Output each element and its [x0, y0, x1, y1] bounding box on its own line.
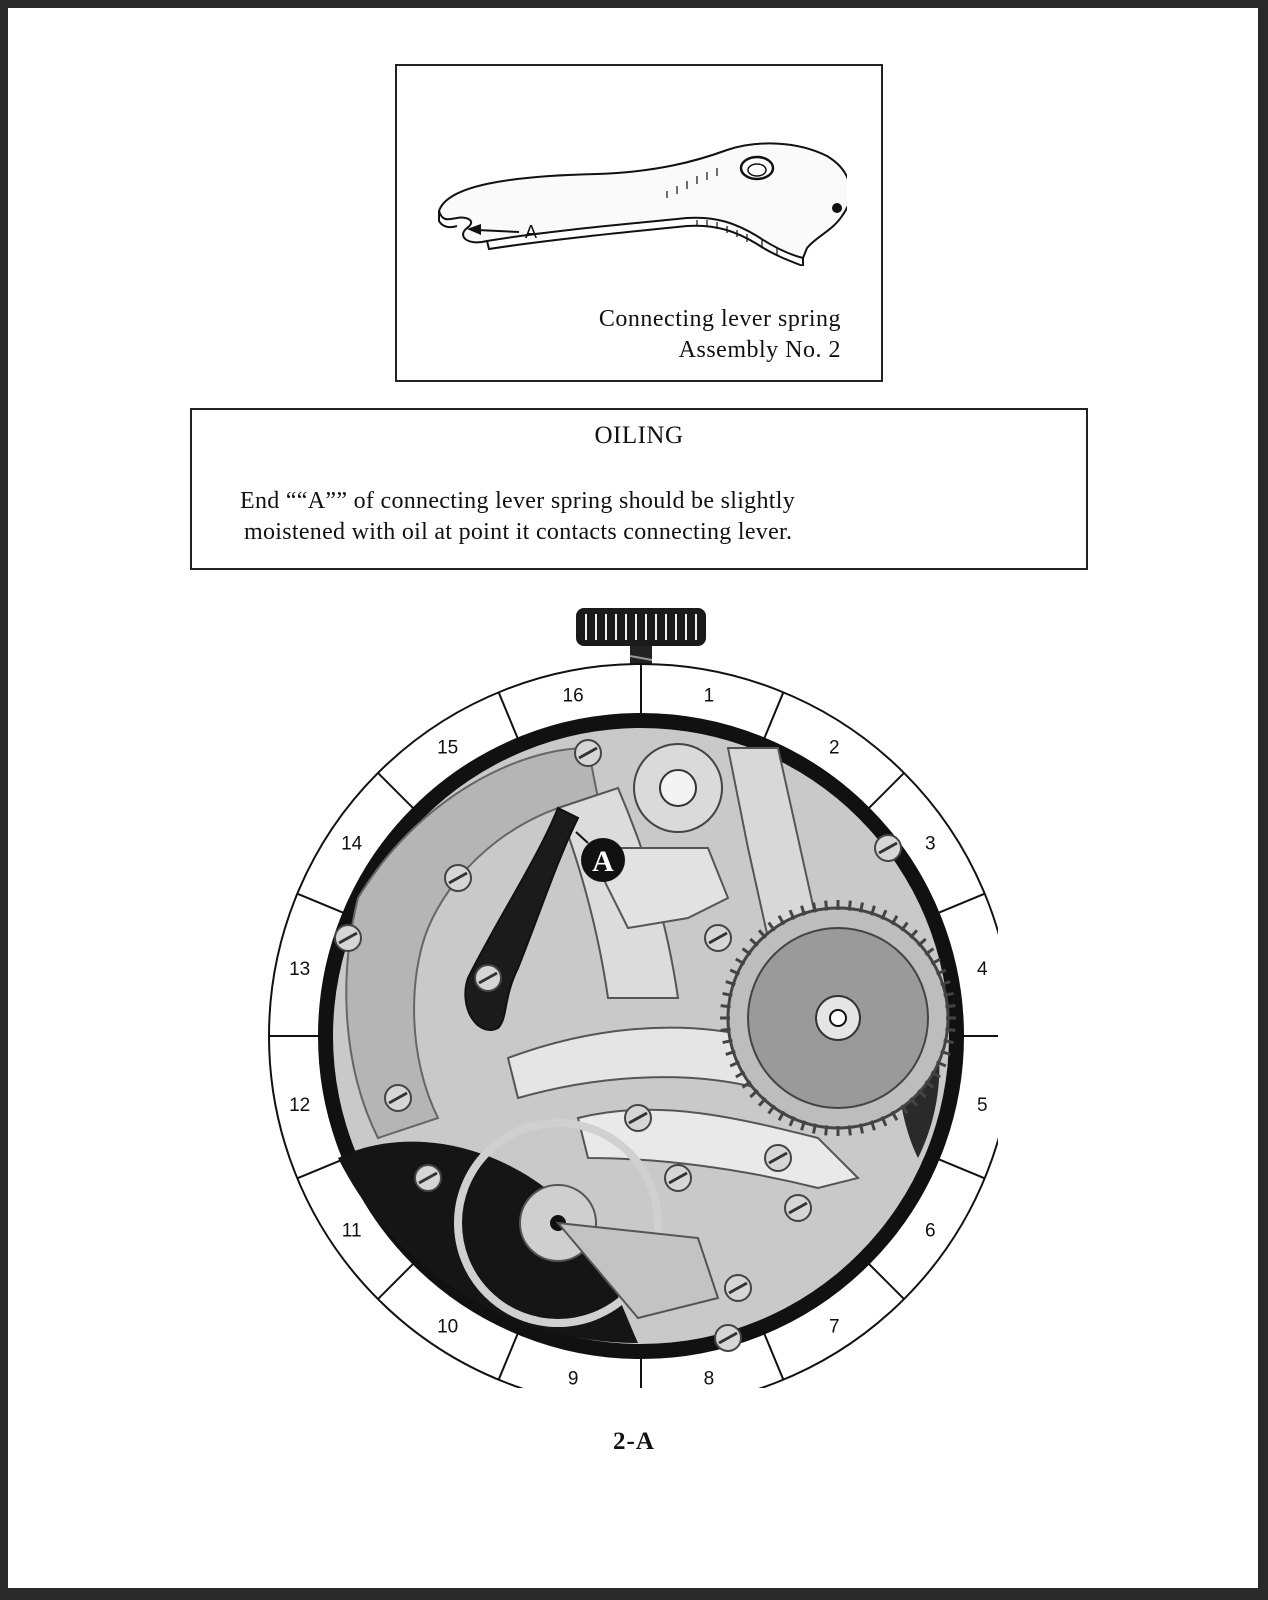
marker-a-label: A: [592, 845, 614, 878]
oiling-instructions-box: [190, 408, 1088, 570]
dial-number: 4: [977, 959, 988, 981]
caption-line-1: Connecting lever spring: [598, 306, 841, 332]
dial-number: 13: [289, 959, 311, 981]
dial-number: 12: [289, 1094, 311, 1116]
dial-number: 5: [977, 1094, 988, 1116]
dial-number: 7: [829, 1316, 840, 1338]
oiling-line-2: moistened with oil at point it contacts connecting lever.: [244, 519, 793, 545]
document-page: [8, 8, 1258, 1588]
dial-number: 6: [925, 1220, 936, 1242]
page-number: 2-A: [613, 1428, 655, 1455]
dial-number: 11: [341, 1220, 362, 1242]
oiling-text: [240, 486, 1040, 548]
dial-number: 14: [341, 833, 363, 855]
dial-number: 1: [703, 685, 715, 707]
caption-line-2: Assembly No. 2: [678, 337, 841, 363]
dial-number: 8: [703, 1368, 715, 1388]
connecting-lever-spring-figure: [395, 64, 883, 382]
dial-number: 10: [437, 1316, 459, 1338]
dial-number: 15: [437, 737, 459, 759]
callout-label-a: A: [525, 222, 538, 242]
connecting-lever-spring-drawing: [427, 136, 847, 266]
figure-caption: [599, 304, 841, 366]
oiling-line-1: End ““A”” of connecting lever spring should be slightly: [240, 488, 796, 514]
dial-number: 9: [567, 1368, 579, 1388]
dial-number: 3: [925, 833, 936, 855]
dial-number: 16: [562, 685, 584, 707]
dial-number: 2: [829, 737, 840, 759]
watch-movement-diagram: [258, 598, 998, 1388]
oiling-title: OILING: [594, 422, 684, 449]
